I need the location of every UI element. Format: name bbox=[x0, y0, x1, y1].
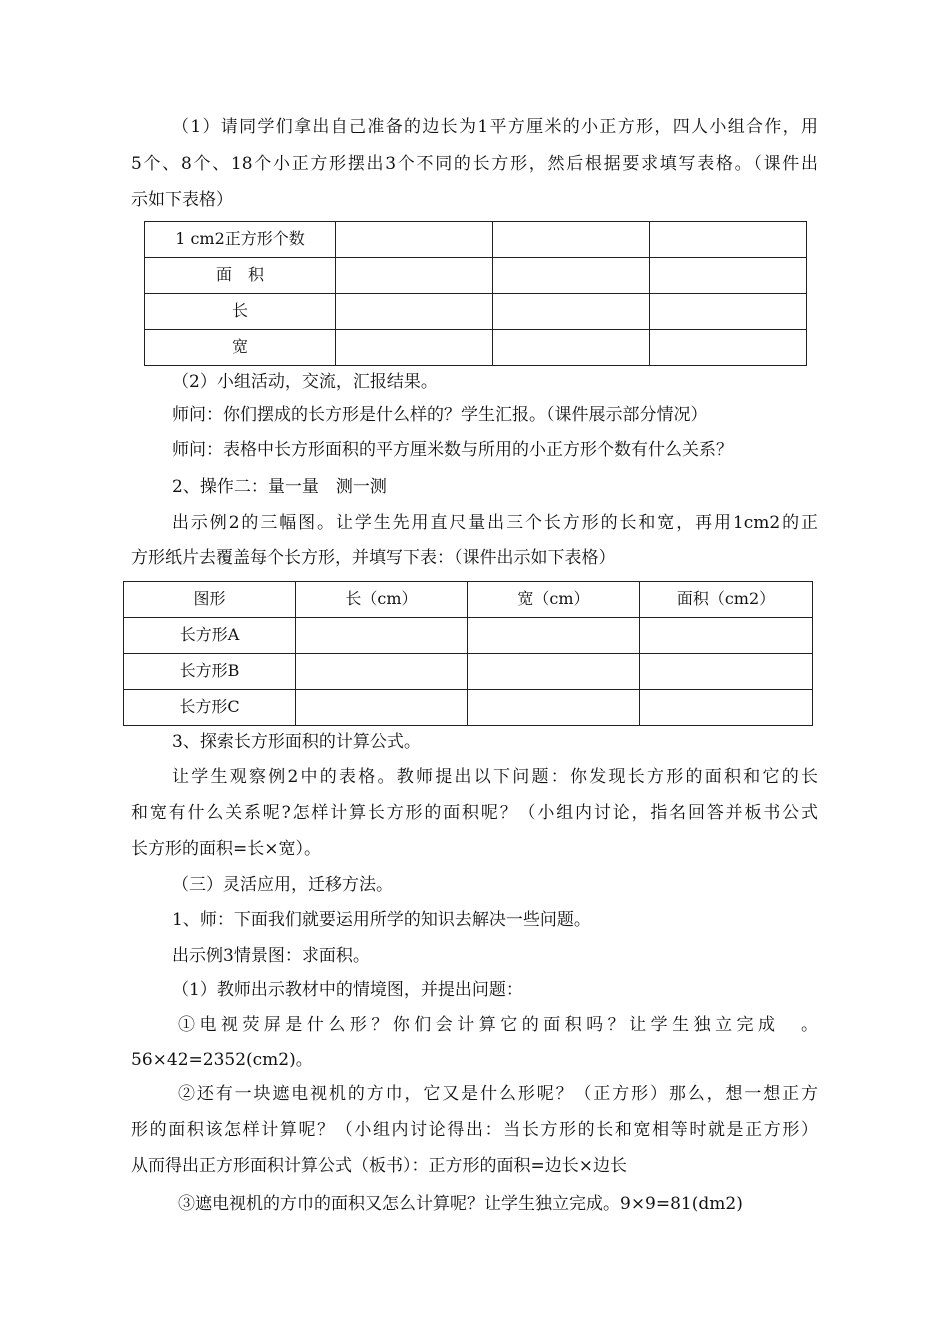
row-label: 长 bbox=[231, 301, 248, 320]
table-cell bbox=[468, 654, 640, 690]
paragraph-line: ②还有一块遮电视机的方巾，它又是什么形呢？（正方形）那么，想一想正方 bbox=[178, 1084, 818, 1104]
paragraph-line: 3、探索长方形面积的计算公式。 bbox=[172, 732, 421, 752]
table-cell bbox=[650, 222, 807, 258]
table-cell bbox=[336, 294, 493, 330]
paragraph-line: （1）教师出示教材中的情境图，并提出问题： bbox=[172, 980, 523, 1000]
table-row bbox=[145, 294, 807, 330]
row-label: 长方形C bbox=[179, 697, 240, 716]
paragraph-line: 和宽有什么关系呢?怎样计算长方形的面积呢？（小组内讨论，指名回答并板书公式 bbox=[131, 803, 818, 823]
column-header: 长（cm） bbox=[345, 589, 418, 608]
row-label: 长方形B bbox=[179, 661, 240, 680]
table-cell bbox=[640, 618, 813, 654]
paragraph-line: 形的面积该怎样计算呢？（小组内讨论得出：当长方形的长和宽相等时就是正方形） bbox=[131, 1120, 818, 1140]
table-cell bbox=[650, 258, 807, 294]
paragraph-line: 示如下表格） bbox=[131, 190, 233, 210]
paragraph-line: 长方形的面积=长×宽）。 bbox=[131, 839, 321, 859]
paragraph-line: ③遮电视机的方巾的面积又怎么计算呢？让学生独立完成。9×9=81(dm2) bbox=[178, 1194, 743, 1214]
paragraph-line: （三）灵活应用，迁移方法。 bbox=[172, 875, 393, 895]
table-row bbox=[124, 618, 813, 654]
table-cell bbox=[640, 690, 813, 726]
row-label: 面 积 bbox=[215, 265, 264, 284]
paragraph-line: 出示例3情景图：求面积。 bbox=[172, 946, 370, 966]
table-row bbox=[145, 258, 807, 294]
table-cell bbox=[336, 330, 493, 366]
table-row bbox=[124, 690, 813, 726]
paragraph-line: 2、操作二：量一量 测一测 bbox=[172, 477, 387, 497]
paragraph-line: （1）请同学们拿出自己准备的边长为1平方厘米的小正方形，四人小组合作，用 bbox=[172, 117, 818, 137]
table-cell bbox=[493, 222, 650, 258]
row-label: 宽 bbox=[231, 337, 248, 356]
paragraph-line: 方形纸片去覆盖每个长方形，并填写下表：（课件出示如下表格） bbox=[131, 548, 616, 568]
paragraph-line: 1、师：下面我们就要运用所学的知识去解决一些问题。 bbox=[172, 910, 591, 930]
table-square-count bbox=[144, 221, 807, 366]
table-cell bbox=[296, 690, 468, 726]
table-cell bbox=[296, 654, 468, 690]
table-cell bbox=[493, 330, 650, 366]
paragraph-line: ①电视荧屏是什么形？你们会计算它的面积吗？让学生独立完成 。 bbox=[178, 1015, 818, 1035]
table-row bbox=[145, 222, 807, 258]
table-cell bbox=[493, 258, 650, 294]
column-header: 宽（cm） bbox=[517, 589, 590, 608]
table-cell bbox=[650, 294, 807, 330]
table-cell bbox=[650, 330, 807, 366]
table-cell bbox=[336, 222, 493, 258]
table-cell bbox=[468, 690, 640, 726]
paragraph-line: 师问：表格中长方形面积的平方厘米数与所用的小正方形个数有什么关系？ bbox=[172, 440, 733, 460]
table-row bbox=[145, 330, 807, 366]
table-cell bbox=[640, 654, 813, 690]
paragraph-line: 56×42=2352(cm2)。 bbox=[131, 1050, 313, 1070]
row-label: 长方形A bbox=[179, 625, 240, 644]
table-cell bbox=[296, 618, 468, 654]
table-cell bbox=[468, 618, 640, 654]
table-rectangle-measure bbox=[123, 581, 813, 726]
table-row bbox=[124, 654, 813, 690]
paragraph-line: 师问：你们摆成的长方形是什么样的？学生汇报。（课件展示部分情况） bbox=[172, 405, 708, 425]
column-header: 面积（cm2） bbox=[676, 589, 776, 608]
table-cell bbox=[493, 294, 650, 330]
paragraph-line: 5个、8个、18个小正方形摆出3个不同的长方形，然后根据要求填写表格。（课件出 bbox=[131, 154, 818, 174]
paragraph-line: 出示例2的三幅图。让学生先用直尺量出三个长方形的长和宽，再用1cm2的正 bbox=[172, 513, 818, 533]
paragraph-line: 从而得出正方形面积计算公式（板书）：正方形的面积=边长×边长 bbox=[131, 1156, 627, 1176]
table-header-row bbox=[124, 582, 813, 618]
paragraph-line: （2）小组活动，交流，汇报结果。 bbox=[172, 372, 438, 392]
paragraph-line: 让学生观察例2中的表格。教师提出以下问题：你发现长方形的面积和它的长 bbox=[172, 767, 818, 787]
column-header: 图形 bbox=[193, 589, 226, 608]
table-cell bbox=[336, 258, 493, 294]
row-label: 1 cm2正方形个数 bbox=[175, 229, 305, 248]
